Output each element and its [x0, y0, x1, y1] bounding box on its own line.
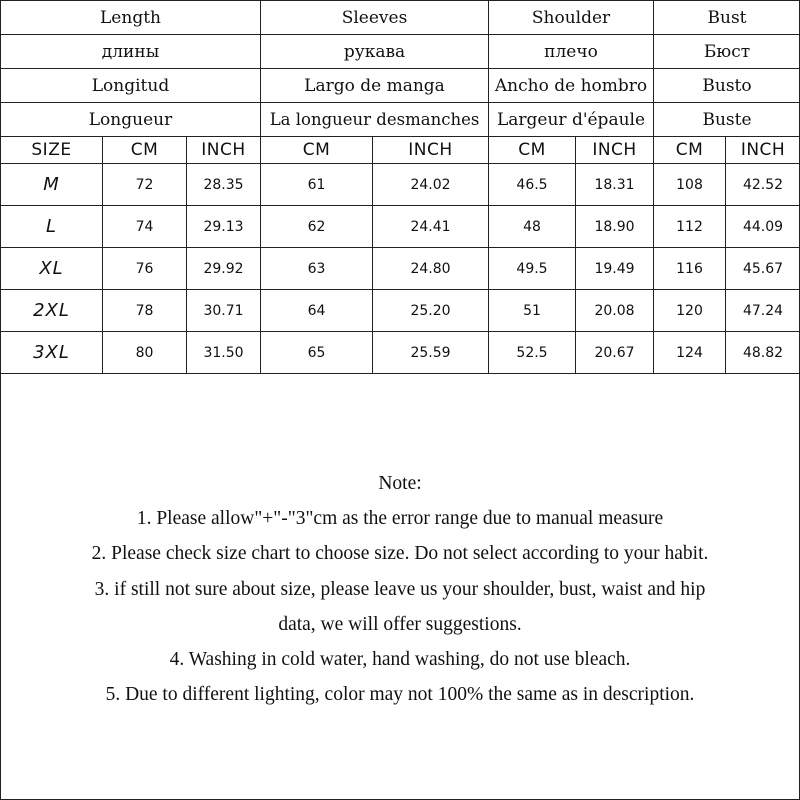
note-line-3-cont: data, we will offer suggestions. — [278, 613, 522, 635]
header-bust: Bust — [654, 1, 800, 35]
bust-inch: 47.24 — [726, 290, 800, 332]
sleeve-cm: 65 — [261, 332, 373, 374]
table-row — [1, 248, 800, 290]
size-label: M — [1, 164, 103, 206]
header-row-russian — [1, 35, 800, 69]
header-row-english — [1, 1, 800, 35]
unit-bust-inch: INCH — [726, 137, 800, 164]
header-length-es: Longitud — [1, 69, 261, 103]
length-inch: 29.92 — [187, 248, 261, 290]
length-inch: 31.50 — [187, 332, 261, 374]
header-length-ru: длины — [1, 35, 261, 69]
header-sleeves-ru: рукава — [261, 35, 489, 69]
header-length-fr: Longueur — [1, 103, 261, 137]
length-cm: 72 — [103, 164, 187, 206]
unit-bust-cm: CM — [654, 137, 726, 164]
size-label: 2XL — [1, 290, 103, 332]
table-row — [1, 290, 800, 332]
unit-length-cm: CM — [103, 137, 187, 164]
header-row-spanish — [1, 69, 800, 103]
sleeve-inch: 24.80 — [373, 248, 489, 290]
bust-inch: 45.67 — [726, 248, 800, 290]
length-cm: 74 — [103, 206, 187, 248]
unit-sleeve-inch: INCH — [373, 137, 489, 164]
header-shoulder: Shoulder — [489, 1, 654, 35]
shoulder-inch: 18.90 — [576, 206, 654, 248]
header-shoulder-es: Ancho de hombro — [489, 69, 654, 103]
sleeve-cm: 61 — [261, 164, 373, 206]
bust-cm: 124 — [654, 332, 726, 374]
sleeve-inch: 25.59 — [373, 332, 489, 374]
notes-section — [0, 466, 800, 712]
header-sleeves-es: Largo de manga — [261, 69, 489, 103]
shoulder-cm: 46.5 — [489, 164, 576, 206]
unit-row — [1, 137, 800, 164]
unit-length-inch: INCH — [187, 137, 261, 164]
header-sleeves-fr: La longueur desmanches — [261, 103, 489, 137]
length-cm: 76 — [103, 248, 187, 290]
notes-title: Note: — [378, 473, 422, 494]
note-line-2: 2. Please check size chart to choose size. Do not select according to your habit. — [91, 543, 709, 565]
unit-shoulder-inch: INCH — [576, 137, 654, 164]
note-line-4: 4. Washing in cold water, hand washing, do not use bleach. — [169, 648, 631, 670]
bust-cm: 116 — [654, 248, 726, 290]
unit-size: SIZE — [1, 137, 103, 164]
shoulder-cm: 52.5 — [489, 332, 576, 374]
header-bust-fr: Buste — [654, 103, 800, 137]
sleeve-inch: 25.20 — [373, 290, 489, 332]
shoulder-inch: 18.31 — [576, 164, 654, 206]
bust-inch: 42.52 — [726, 164, 800, 206]
bust-inch: 44.09 — [726, 206, 800, 248]
length-inch: 29.13 — [187, 206, 261, 248]
note-line-1: 1. Please allow"+"-"3"cm as the error range due to manual measure — [136, 508, 664, 530]
table-row — [1, 332, 800, 374]
size-label: L — [1, 206, 103, 248]
shoulder-inch: 20.67 — [576, 332, 654, 374]
header-shoulder-ru: плечо — [489, 35, 654, 69]
table-row — [1, 164, 800, 206]
length-cm: 78 — [103, 290, 187, 332]
unit-sleeve-cm: CM — [261, 137, 373, 164]
table-row — [1, 206, 800, 248]
bust-inch: 48.82 — [726, 332, 800, 374]
shoulder-cm: 49.5 — [489, 248, 576, 290]
shoulder-inch: 20.08 — [576, 290, 654, 332]
sleeve-cm: 64 — [261, 290, 373, 332]
bust-cm: 120 — [654, 290, 726, 332]
size-label: XL — [1, 248, 103, 290]
size-chart-table — [0, 0, 800, 374]
bust-cm: 112 — [654, 206, 726, 248]
sleeve-cm: 63 — [261, 248, 373, 290]
note-line-3: 3. if still not sure about size, please leave us your shoulder, bust, waist and hip — [94, 578, 706, 600]
shoulder-cm: 48 — [489, 206, 576, 248]
header-sleeves: Sleeves — [261, 1, 489, 35]
length-cm: 80 — [103, 332, 187, 374]
length-inch: 28.35 — [187, 164, 261, 206]
size-label: 3XL — [1, 332, 103, 374]
length-inch: 30.71 — [187, 290, 261, 332]
header-shoulder-fr: Largeur d'épaule — [489, 103, 654, 137]
unit-shoulder-cm: CM — [489, 137, 576, 164]
note-line-5: 5. Due to different lighting, color may not 100% the same as in description. — [105, 684, 695, 706]
sleeve-inch: 24.41 — [373, 206, 489, 248]
sleeve-cm: 62 — [261, 206, 373, 248]
sleeve-inch: 24.02 — [373, 164, 489, 206]
shoulder-cm: 51 — [489, 290, 576, 332]
bust-cm: 108 — [654, 164, 726, 206]
header-bust-es: Busto — [654, 69, 800, 103]
header-bust-ru: Бюст — [654, 35, 800, 69]
header-length: Length — [1, 1, 261, 35]
header-row-french — [1, 103, 800, 137]
shoulder-inch: 19.49 — [576, 248, 654, 290]
